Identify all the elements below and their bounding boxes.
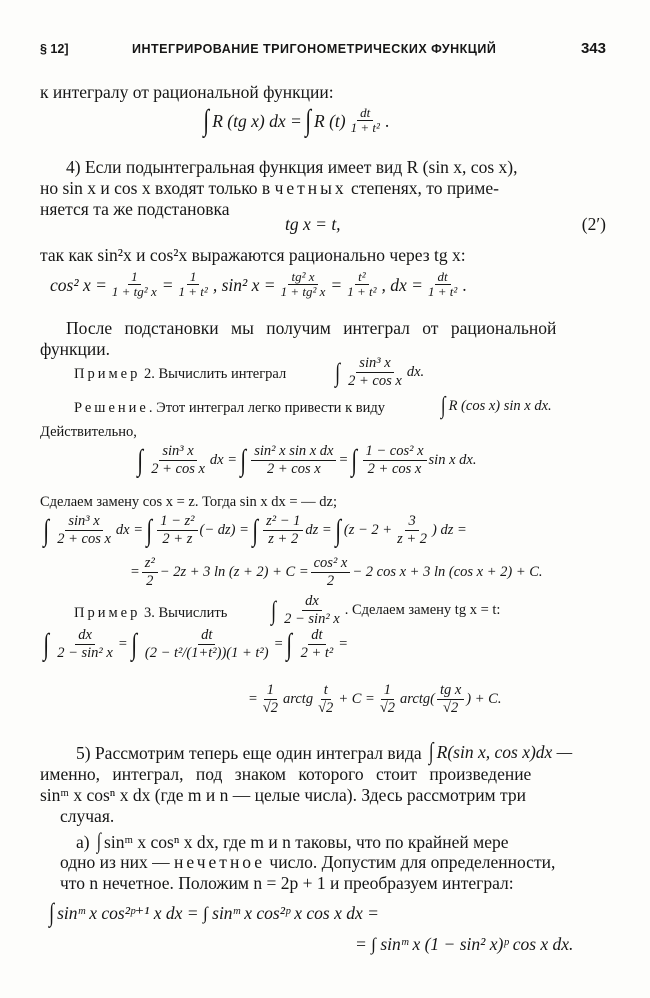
solution-line: Решение. Этот интеграл легко привести к виду [74,400,385,416]
formula-ex3-result: = $\frac{1}{√2}$ arctg $\frac{t}{√2}$ + C = $\frac{1}{√2}$ arctg( $\frac{\text{tg x}}{√2}$ ) + C. [248,682,502,716]
para4-line-2: но sin x и cos x входят только в четных степенях, то приме- [40,178,499,198]
formula-solution-form: ∫ R (cos x) sin x dx. [440,393,552,419]
formula-case-a-2: = ∫ sinᵐ x (1 − sin² x)ᵖ cos x dx. [355,934,574,954]
equation-label-2prime: (2′) [581,214,606,234]
case-a-line-3: что n нечетное. Положим n = 2p + 1 и преобразуем интеграл: [60,873,514,893]
para4-line-3: няется та же подстановка [40,199,230,219]
formula-ex3-transform: ∫ $\frac{dx}{\text{2 − sin² x}}$ = ∫ $\frac{dt}{\text{(2 − t²/(1+t²))(1 + t²)}}$ = ∫ $\frac{dt}{\text{2 + t²}}$ = [43,627,349,661]
formula-ex2-z: ∫ $\frac{\text{sin³ x}}{\text{2 + cos x}}$ dx = ∫ $\frac{\text{1 − z²}}{2 + z}$ (− dz) = ∫ $\frac{\text{z² − 1}}{z + 2}$ dz = ∫ (z − 2 + $\frac{3}{z + 2}$ ) dz = [43,513,467,547]
case-a-line-2: одно из них — нечетное число. Допустим для определенности, [60,852,556,872]
formula-ex2-result: = $\frac{\text{z²}}{2}$ − 2z + 3 ln (z + 2) + C = $\frac{\text{cos² x}}{2}$ − 2 cos x + 3 ln (cos x + 2) + C. [130,555,543,589]
formula-example-2: ∫ $\frac{\text{sin³ x}}{\text{2 + cos x}}$ dx. [335,355,425,389]
chapter-title: ИНТЕГРИРОВАНИЕ ТРИГОНОМЕТРИЧЕСКИХ ФУНКЦИЙ [132,42,497,56]
para4-line-4: так как sin²x и cos²x выражаются рационально через tg x: [40,245,466,265]
after-subst-line-2: функции. [40,339,110,359]
formula-case-a-1: ∫ sinᵐ x cos²ᵖ⁺¹ x dx = ∫ sinᵐ x cos²ᵖ x cos x dx = [49,898,379,927]
para4-line-1: 4) Если подынтегральная функция имеет вид R (sin x, cos x), [66,157,518,177]
case-a-line-1: а) ∫ sinᵐ x cosⁿ x dx, где m и n таковы, что по крайней мере [76,828,509,853]
after-subst-line-1: После подстановки мы получим интеграл от рациональной [66,318,557,338]
example-3: Пример 3. Вычислить [74,605,228,621]
para5-line-4: случая. [60,806,115,826]
substitution-cos-line: Сделаем замену cos x = z. Тогда sin x dx = — dz; [40,494,337,510]
formula-ex2-transform: ∫ $\frac{\text{sin³ x}}{\text{2 + cos x}}$ dx = ∫ $\frac{\text{sin² x sin x dx}}{\text{2 + cos x}}$ = ∫ $\frac{\text{1 − cos² x}}{\text{2 + cos x}}$ sin x dx. [137,443,477,477]
para5-line-2: именно, интеграл, под знаком которого стоит произведение [40,764,532,784]
section-number: § 12] [40,42,69,56]
formula-sin-cos-via-tg: cos² x = $\frac{1}{\text{1 + tg² x}}$ = $\frac{1}{\text{1 + t²}}$ , sin² x = $\frac{\text{tg² x}}{\text{1 + tg² x}}$ = $\frac{\text{t²}}{\text{1 + t²}}$ , dx = $\frac{dt}{\text{1 + t²}}$ . [50,269,467,300]
indeed-line: Действительно, [40,424,137,440]
formula-substitution: tg x = t, [285,214,341,234]
para5-line-3: sinᵐ x cosⁿ x dx (где m и n — целые числа). Здесь рассмотрим три [40,785,526,805]
running-header [40,38,606,60]
formula-example-3: ∫ $\frac{dx}{\text{2 − sin² x}}$ . Сделаем замену tg x = t: [271,593,501,627]
formula-rational: ∫ R (tg x) dx = ∫ R (t) $\frac{dt}{\text{1 + t²}}$ . [203,104,390,138]
example-2: Пример 2. Вычислить интеграл [74,366,287,382]
text-line-1: к интегралу от рациональной функции: [40,82,334,102]
page-number: 343 [580,40,606,57]
para5-line-1: 5) Рассмотрим теперь еще один интеграл вида ∫ R(sin x, cos x)dx — [76,739,573,765]
